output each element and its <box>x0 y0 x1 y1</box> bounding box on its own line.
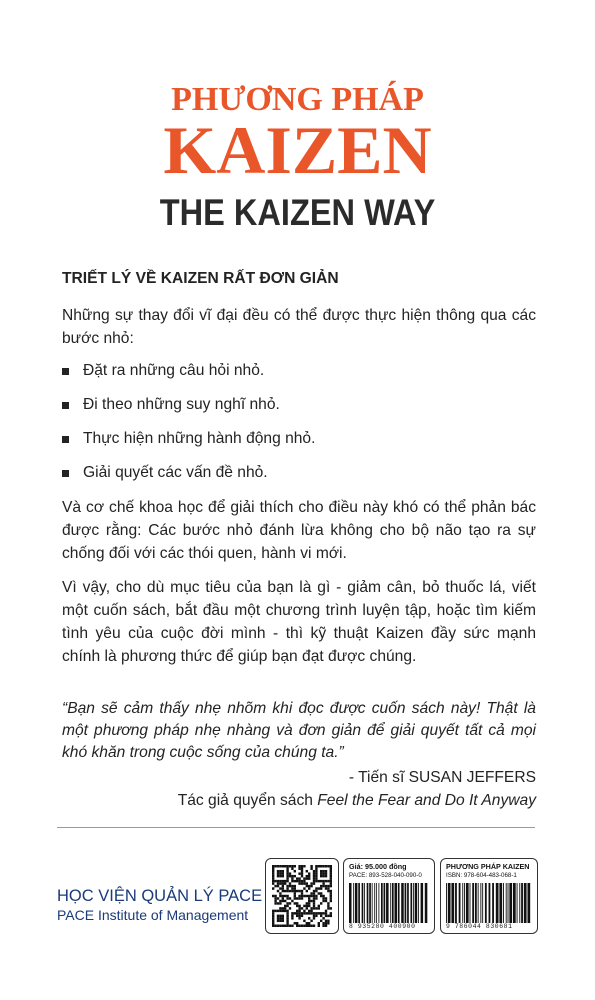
cover-title-main: KAIZEN <box>163 112 432 188</box>
barcode-digits: 8 935280 400900 <box>349 923 416 930</box>
science-paragraph: Và cơ chế khoa học để giải thích cho điều này khó có thể phản bác được rằng: Các bước nhỏ đánh lừa không cho bộ não tạo ra sự chống đối với các thói quen, hành vi mới. <box>62 499 536 562</box>
cover-title-vn: PHƯƠNG PHÁP <box>171 81 424 118</box>
testimonial-quote: “Bạn sẽ cảm thấy nhẹ nhõm khi đọc được cuốn sách này! Thật là một phương pháp nhẹ nhàng và đơn giản để giải quyết tất cả mọi khó khăn trong cuộc sống của chúng ta.” <box>62 700 536 761</box>
barcode-digits: 9 786044 830681 <box>446 923 513 930</box>
qr-code-icon <box>272 865 332 927</box>
quote-source: Tác giả quyển sách Feel the Fear and Do It Anyway <box>177 792 536 809</box>
square-bullet-icon <box>62 402 69 409</box>
cover-title-en: THE KAIZEN WAY <box>159 192 436 233</box>
section-heading: TRIẾT LÝ VỀ KAIZEN RẤT ĐƠN GIẢN <box>62 270 339 287</box>
barcode-icon <box>349 883 429 923</box>
bullet-list <box>62 360 536 484</box>
price-barcode <box>343 858 435 934</box>
barcode-title: PHƯƠNG PHÁP KAIZEN <box>446 862 530 871</box>
list-item: Đặt ra những câu hỏi nhỏ. <box>62 360 536 382</box>
square-bullet-icon <box>62 436 69 443</box>
qr-code <box>265 858 339 934</box>
publisher-logo <box>57 886 262 924</box>
list-item: Giải quyết các vấn đề nhỏ. <box>62 462 536 484</box>
goal-paragraph: Vì vậy, cho dù mục tiêu của bạn là gì - giảm cân, bỏ thuốc lá, viết một cuốn sách, bắt đầu một chương trình luyện tập, hoặc tìm kiếm tình yêu của cuộc đời mình - thì kỹ thuật Kaizen đầy sức mạnh chính là phương thức để giúp bạn đạt được chúng. <box>62 579 536 665</box>
intro-paragraph: Những sự thay đổi vĩ đại đều có thể được thực hiện thông qua các bước nhỏ: <box>62 307 536 347</box>
back-cover-text <box>62 268 536 812</box>
isbn-number: ISBN: 978-604-483-068-1 <box>446 872 517 879</box>
square-bullet-icon <box>62 470 69 477</box>
quote-author: - Tiến sĩ SUSAN JEFFERS <box>348 769 536 786</box>
publisher-name-en: PACE Institute of Management <box>57 907 249 923</box>
list-item: Thực hiện những hành động nhỏ. <box>62 428 536 450</box>
footer-divider <box>57 827 535 828</box>
list-item: Đi theo những suy nghĩ nhỏ. <box>62 394 536 416</box>
pace-code: PACE: 893-528-040-090-0 <box>349 872 422 879</box>
publisher-name-vn: HỌC VIỆN QUẢN LÝ PACE <box>57 887 263 905</box>
price-label: Giá: 95.000 đồng <box>349 862 407 871</box>
barcode-icon <box>446 883 532 923</box>
quote-source-title: Feel the Fear and Do It Anyway <box>317 792 536 809</box>
isbn-barcode <box>440 858 538 934</box>
square-bullet-icon <box>62 368 69 375</box>
